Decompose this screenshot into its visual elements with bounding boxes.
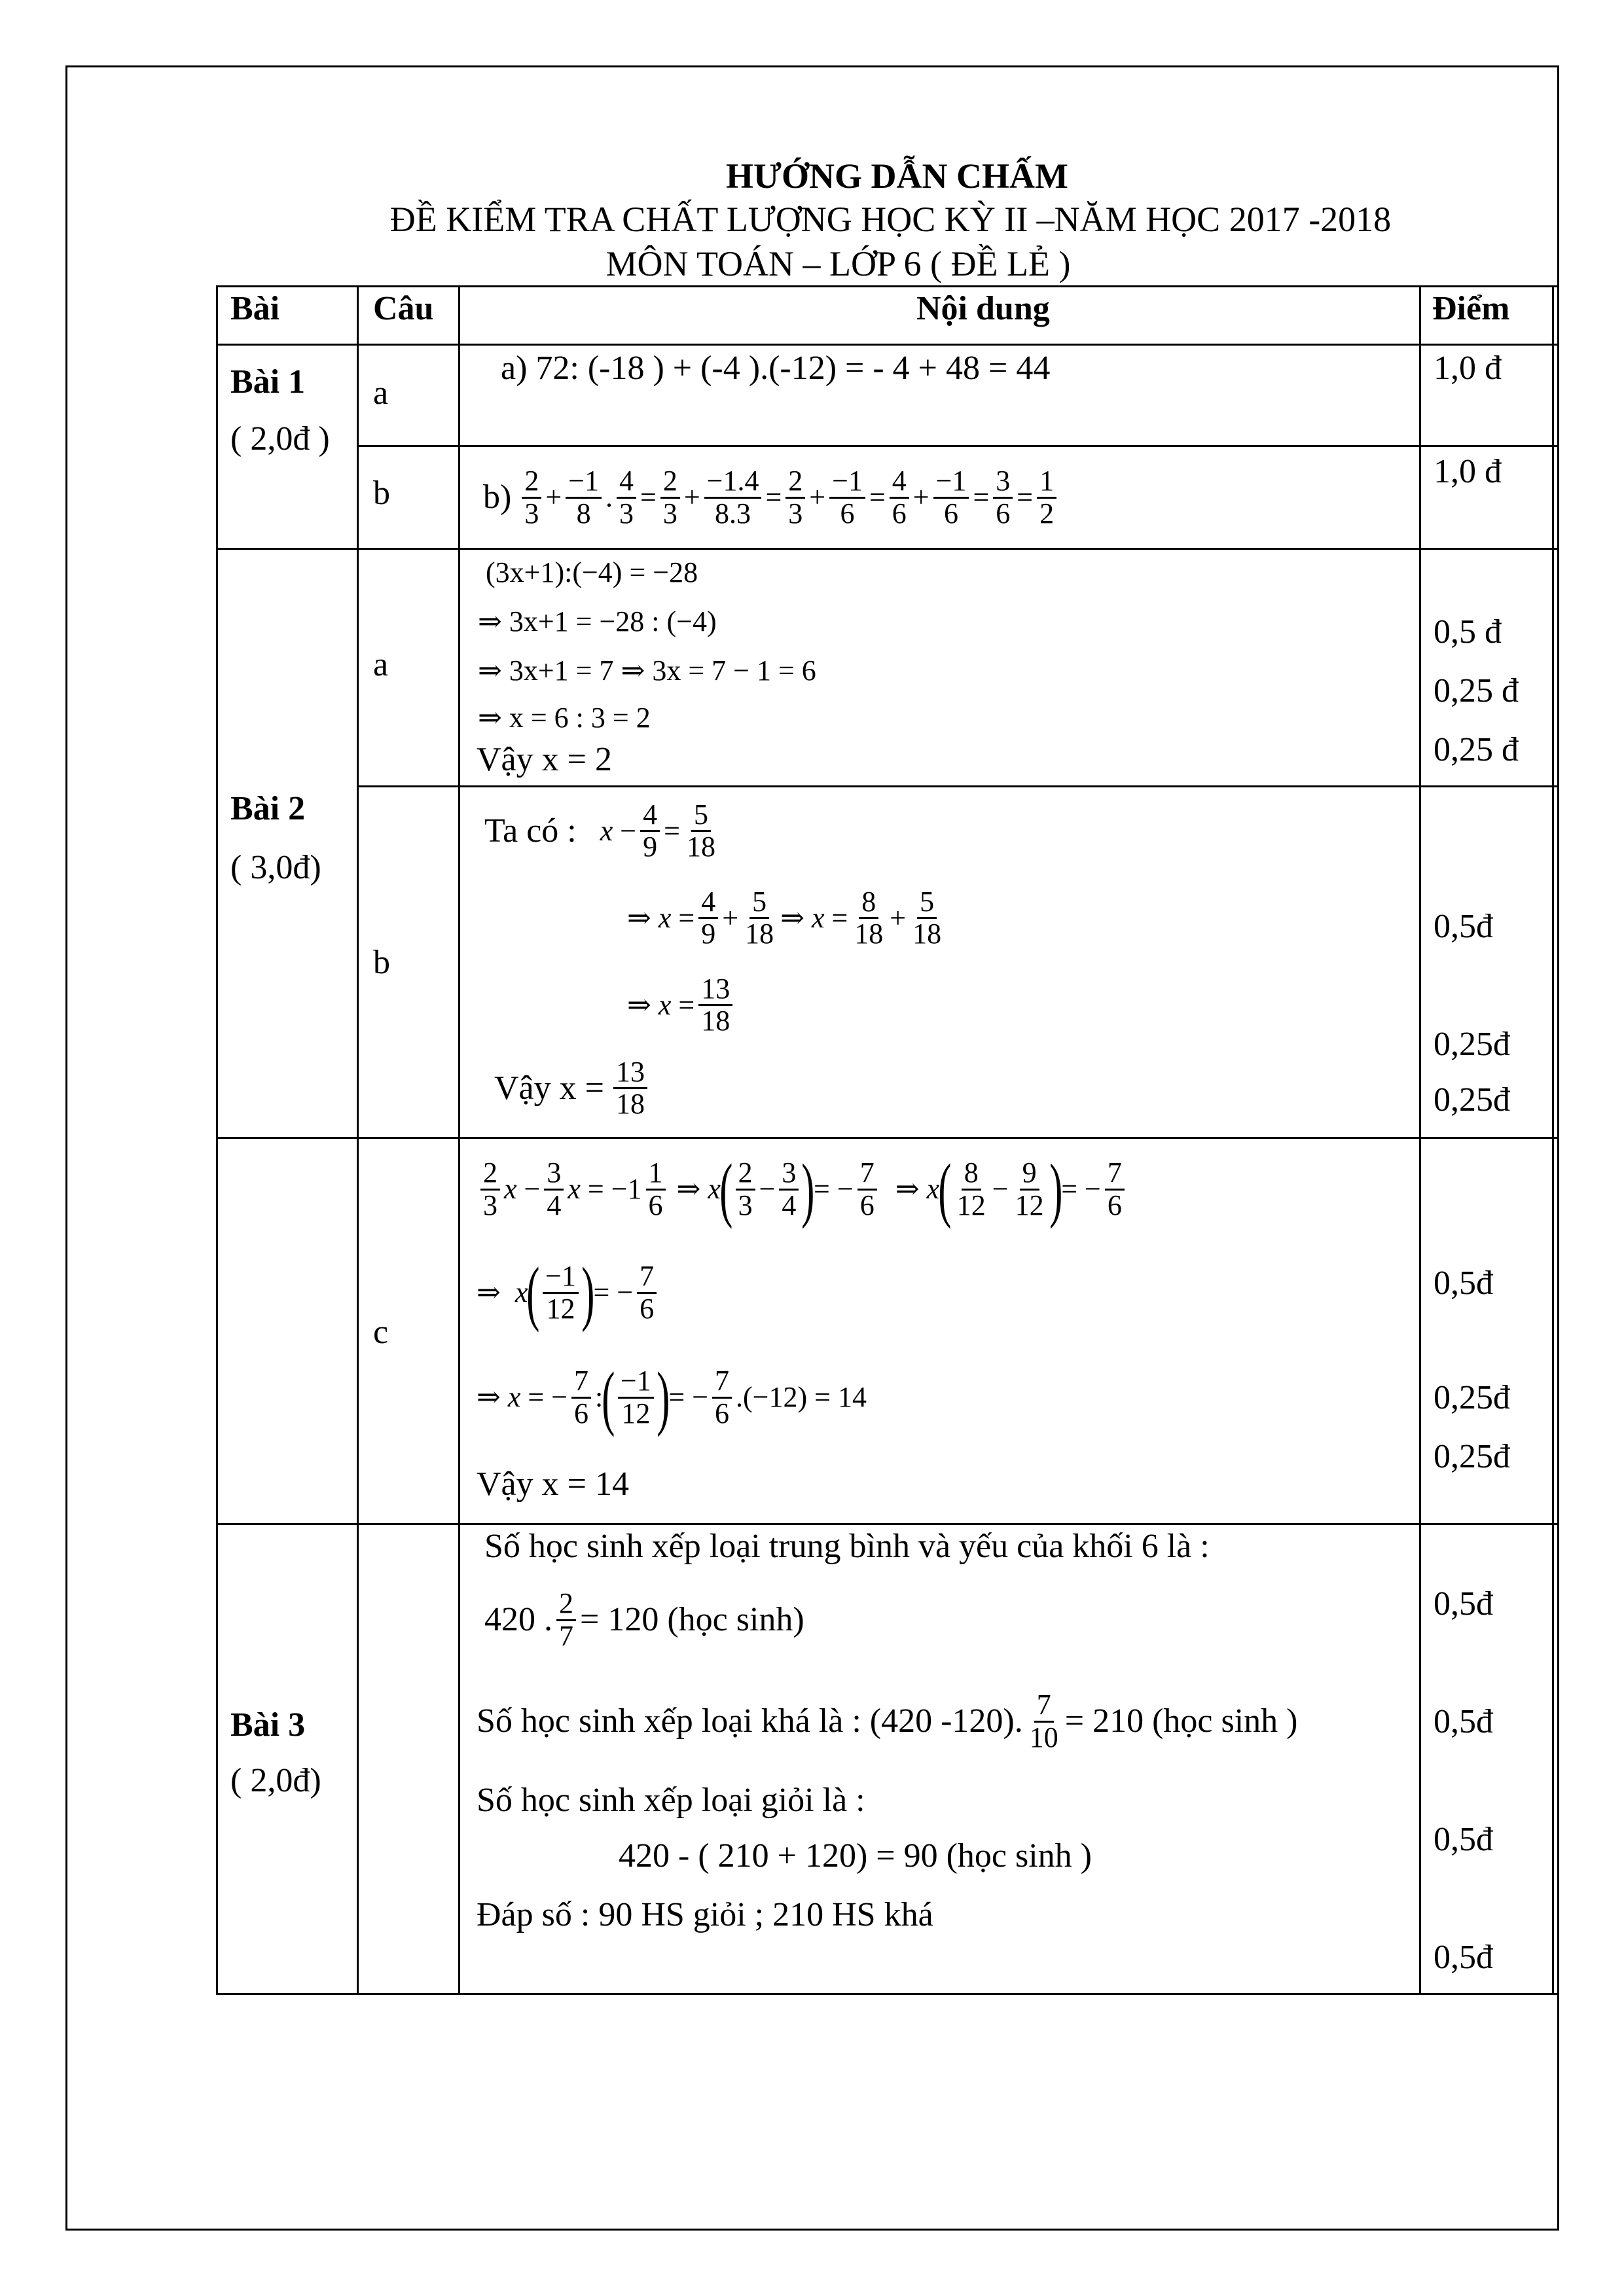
col-header-bai: Bài — [230, 290, 280, 327]
bai3-line3: Số học sinh xếp loại khá là : (420 -120). $\frac{7}{10}$ = 210 (học sinh ) — [477, 1689, 1298, 1753]
bai2-a-label: a — [373, 646, 389, 683]
bai1-label: Bài 1 — [230, 363, 306, 401]
bai2-a-points-3: 0,25 đ — [1434, 731, 1519, 768]
doc-subtitle: ĐỀ KIỂM TRA CHẤT LƯỢNG HỌC KỲ II –NĂM HỌC 2017 -2018 — [389, 200, 1392, 239]
bai3-points-4: 0,5đ — [1434, 1939, 1493, 1976]
bai3-score: ( 2,0đ) — [230, 1762, 321, 1799]
bai1-b-label: b — [373, 475, 390, 512]
bai1-b-expression: b) 2 3 + −1 8 . 4 3 = 2 3 + −1.4 8.3 = 2 3 + −1 6 = 4 6 + −1 6 = 3 6 = 1 2 — [483, 452, 1060, 543]
col-header-diem: Điểm — [1432, 290, 1510, 327]
bai2-b-intro: Ta có : — [484, 812, 577, 850]
bai2-b-points-3: 0,25đ — [1434, 1081, 1510, 1119]
bai1-a-points: 1,0 đ — [1434, 350, 1502, 387]
col-header-noi-dung: Nội dung — [916, 290, 1050, 327]
bai3-result-2: = 210 (học sinh ) — [1064, 1702, 1298, 1740]
bai2-c-points-1: 0,5đ — [1434, 1265, 1493, 1302]
bai2-a-line2: ⇒ 3x+1 = −28 : (−4) — [478, 605, 717, 637]
bai3-line6: Đáp số : 90 HS giỏi ; 210 HS khá — [477, 1896, 933, 1933]
doc-subject: MÔN TOÁN – LỚP 6 ( ĐỀ LẺ ) — [605, 244, 1071, 283]
bai3-points-3: 0,5đ — [1434, 1821, 1493, 1858]
bai2-a-conclusion: Vậy x = 2 — [477, 741, 612, 778]
bai2-b-line3: ⇒ x = 13 18 — [627, 967, 736, 1043]
bai2-a-points-2: 0,25 đ — [1434, 672, 1519, 709]
bai1-b-prefix: b) — [483, 478, 512, 516]
bai3-label: Bài 3 — [230, 1706, 306, 1744]
bai2-b-points-1: 0,5đ — [1434, 908, 1493, 945]
bai3-points-1: 0,5đ — [1434, 1585, 1493, 1623]
bai3-line5: 420 - ( 210 + 120) = 90 (học sinh ) — [619, 1837, 1092, 1874]
col-header-cau: Câu — [373, 290, 434, 327]
bai2-c-points-3: 0,25đ — [1434, 1438, 1510, 1475]
bai2-a-points-1: 0,5 đ — [1434, 613, 1502, 651]
bai2-c-points-2: 0,25đ — [1434, 1379, 1510, 1416]
bai2-c-line1: 2 3 x − 3 4 x = −1 1 6 ⇒ x ( 2 3 − 3 4 ) = − 7 6 ⇒ x ( 8 12 − 9 12 ) = − 7 6 — [477, 1147, 1128, 1232]
doc-title: HƯỚNG DẪN CHẤM — [726, 156, 1068, 196]
bai2-a-line3: ⇒ 3x+1 = 7 ⇒ 3x = 7 − 1 = 6 — [478, 655, 816, 687]
bai2-c-line3: ⇒ x = − 7 6 : ( −1 12 ) = − 7 6 .(−12) = 14 — [477, 1357, 867, 1437]
bai2-score: ( 3,0đ) — [230, 849, 321, 886]
bai2-c-label: c — [373, 1314, 389, 1351]
bai2-c-line2: ⇒ x ( −1 12 ) = − 7 6 — [477, 1250, 660, 1335]
bai1-score: ( 2,0đ ) — [230, 420, 330, 457]
bai2-c-conclusion: Vậy x = 14 — [477, 1465, 629, 1503]
bai2-a-line4: ⇒ x = 6 : 3 = 2 — [478, 702, 651, 734]
bai3-points-2: 0,5đ — [1434, 1703, 1493, 1740]
bai1-a-label: a — [373, 374, 389, 412]
bai2-b-line4: Vậy x = $\frac{13}{18}$ — [494, 1050, 651, 1126]
bai3-line2: 420 . $\frac{2}{7}$ = 120 (học sinh) — [484, 1587, 804, 1652]
bai3-kha-label: Số học sinh xếp loại khá là : (420 -120). — [477, 1702, 1023, 1740]
bai2-b-points-2: 0,25đ — [1434, 1026, 1510, 1063]
bai3-420-label: 420 . — [484, 1601, 552, 1638]
bai2-label: Bài 2 — [230, 790, 306, 827]
bai2-b-line2: ⇒ x = 4 9 + 5 18 ⇒ x = 8 18 + 5 18 — [627, 885, 942, 950]
bai2-b-line1: Ta có : x − 4 9 = 5 18 — [484, 798, 715, 863]
bai2-b-conclusion: Vậy x = — [494, 1069, 604, 1107]
bai3-line4: Số học sinh xếp loại giỏi là : — [477, 1782, 865, 1819]
bai1-b-points: 1,0 đ — [1434, 453, 1502, 490]
bai3-line1: Số học sinh xếp loại trung bình và yếu của khối 6 là : — [484, 1528, 1210, 1565]
bai3-result-1: = 120 (học sinh) — [580, 1601, 804, 1638]
bai2-a-line1: (3x+1):(−4) = −28 — [486, 556, 698, 588]
bai2-b-label: b — [373, 944, 390, 981]
bai1-a-content: a) 72: (-18 ) + (-4 ).(-12) = - 4 + 48 = 44 — [501, 350, 1051, 387]
